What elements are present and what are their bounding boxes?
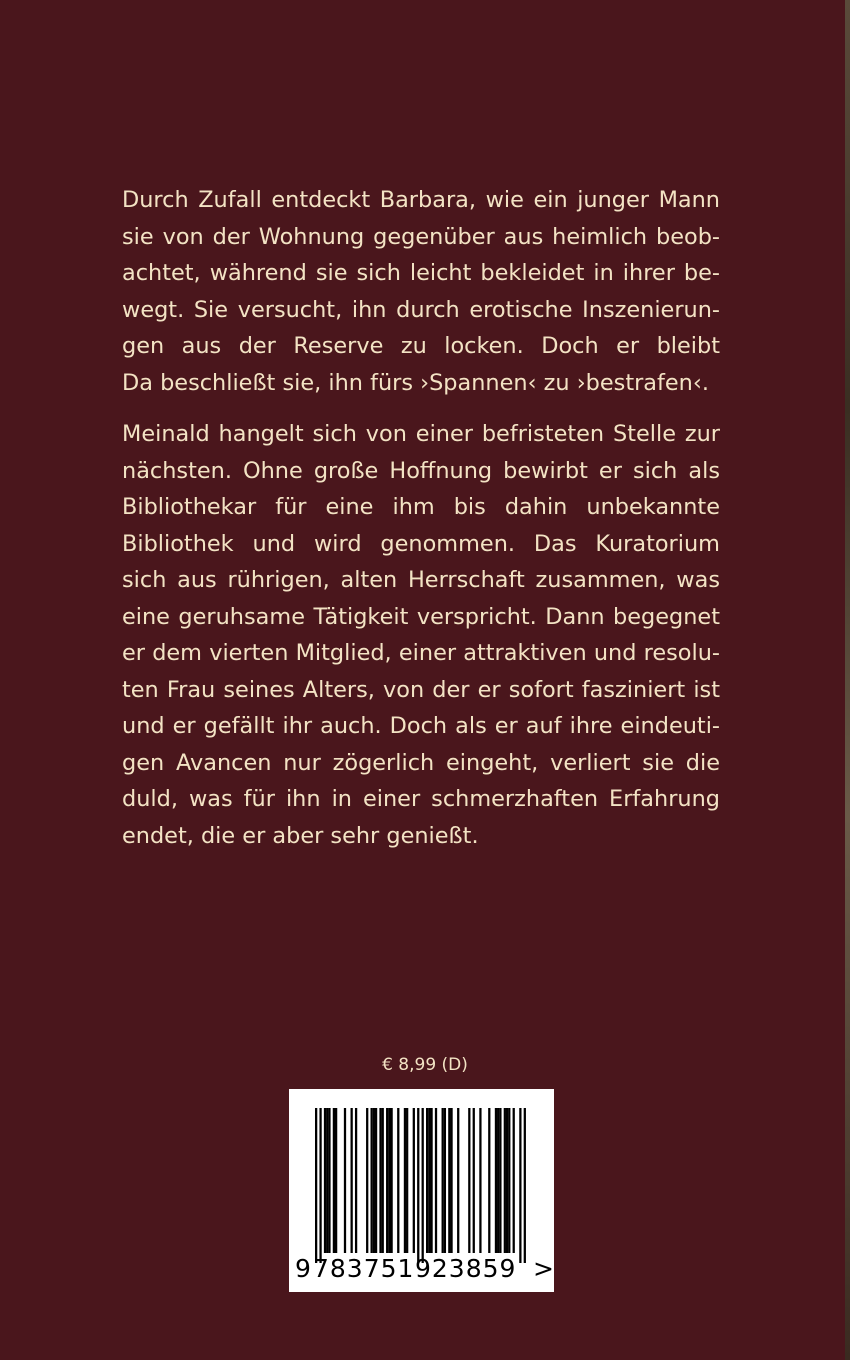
text-line: Meinald hangelt sich von einer befristeten Stelle zur — [122, 421, 720, 447]
barcode-bar — [430, 1108, 432, 1253]
price-label: € 8,99 (D) — [382, 1055, 468, 1075]
barcode-bar — [513, 1108, 515, 1253]
barcode-bar — [457, 1108, 459, 1253]
barcode-bar — [508, 1108, 510, 1253]
isbn-first-digit: 9 — [295, 1254, 312, 1283]
barcode-bar — [450, 1108, 452, 1253]
barcode-bar — [406, 1108, 408, 1253]
isbn-right-group: 923859 — [415, 1254, 517, 1283]
text-line: gen aus der Reserve zu locken. Doch er bleibt — [122, 333, 720, 359]
text-line: sie von der Wohnung gegenüber aus heimlich beob- — [122, 223, 720, 250]
spine-edge — [845, 0, 850, 1360]
barcode-bar — [506, 1108, 508, 1253]
text-line: Durch Zufall entdeckt Barbara, wie ein junger Mann — [122, 187, 720, 213]
text-line: endet, die er aber sehr genießt. — [122, 822, 479, 849]
barcode-bar — [488, 1108, 490, 1253]
barcode-bar — [328, 1108, 330, 1253]
barcode-bar — [355, 1108, 357, 1253]
barcode-bar — [479, 1108, 481, 1253]
barcode-bar — [388, 1108, 390, 1253]
text-line: Bibliothek und wird genommen. Das Kuratorium — [122, 530, 720, 557]
barcode-bar — [382, 1108, 384, 1253]
barcode-bar — [442, 1108, 444, 1253]
barcode-bar — [351, 1108, 353, 1253]
barcode-guard-bar — [524, 1108, 526, 1263]
barcode-bar — [324, 1108, 326, 1253]
text-line: eine geruhsame Tätigkeit verspricht. Dann begegnet — [122, 603, 720, 630]
barcode-bar — [375, 1108, 377, 1253]
blurb-paragraph-2 — [122, 416, 720, 854]
barcode-guard-bar — [519, 1108, 521, 1263]
barcode-bar — [344, 1108, 346, 1253]
barcode-bar — [404, 1108, 406, 1253]
barcode-bar — [333, 1108, 335, 1253]
text-line: ten Frau seines Alters, von der er sofort fasziniert ist — [122, 676, 720, 703]
text-line: achtet, während sie sich leicht bekleidet in ihrer be- — [122, 260, 720, 286]
barcode-guard-bar — [422, 1108, 424, 1263]
barcode-guard-bar — [319, 1108, 321, 1263]
text-line: sich aus rührigen, alten Herrschaft zusammen, was — [122, 567, 720, 593]
isbn-digits — [289, 1252, 554, 1286]
blurb-paragraph-1 — [122, 182, 720, 401]
barcode-bar — [366, 1108, 368, 1253]
barcode-bar — [504, 1108, 506, 1253]
barcode-bar — [397, 1108, 399, 1253]
barcode-bar — [499, 1108, 501, 1253]
barcode-bar — [444, 1108, 446, 1253]
text-line: wegt. Sie versucht, ihn durch erotische Inszenierun- — [122, 296, 720, 323]
barcode-bar — [473, 1108, 475, 1253]
quiet-zone-marker: > — [533, 1254, 555, 1283]
barcode-guard-bar — [315, 1108, 317, 1263]
text-line: Bibliothekar für eine ihm bis dahin unbekannte — [122, 494, 720, 520]
barcode-bar — [379, 1108, 381, 1253]
text-line: und er gefällt ihr auch. Doch als er auf ihre eindeuti- — [122, 713, 720, 739]
text-line: Da beschließt sie, ihn fürs ›Spannen‹ zu ›bestrafen‹. — [122, 369, 709, 396]
barcode-bar — [386, 1108, 388, 1253]
barcode-bar — [373, 1108, 375, 1253]
barcode-bar — [371, 1108, 373, 1253]
isbn-left-group: 783751 — [313, 1254, 415, 1283]
text-line: er dem vierten Mitglied, einer attraktiven und resolu- — [122, 640, 720, 666]
isbn-barcode — [289, 1089, 554, 1292]
barcode-bar — [495, 1108, 497, 1253]
barcode-bar — [426, 1108, 428, 1253]
text-line: gen Avancen nur zögerlich eingeht, verliert sie die — [122, 749, 720, 776]
text-line: nächsten. Ohne große Hoffnung bewirbt er sich als — [122, 457, 720, 484]
text-line: duld, was für ihn in einer schmerzhaften Erfahrung — [122, 786, 720, 812]
barcode-bar — [435, 1108, 437, 1253]
blurb-text — [122, 182, 720, 854]
barcode-bar — [497, 1108, 499, 1253]
barcode-bar — [448, 1108, 450, 1253]
barcode-bar — [413, 1108, 415, 1253]
barcode-bar — [390, 1108, 392, 1253]
barcode-bar — [468, 1108, 470, 1253]
barcode-bar — [428, 1108, 430, 1253]
barcode-guard-bar — [417, 1108, 419, 1263]
barcode-bar — [335, 1108, 337, 1253]
barcode-bar — [326, 1108, 328, 1253]
